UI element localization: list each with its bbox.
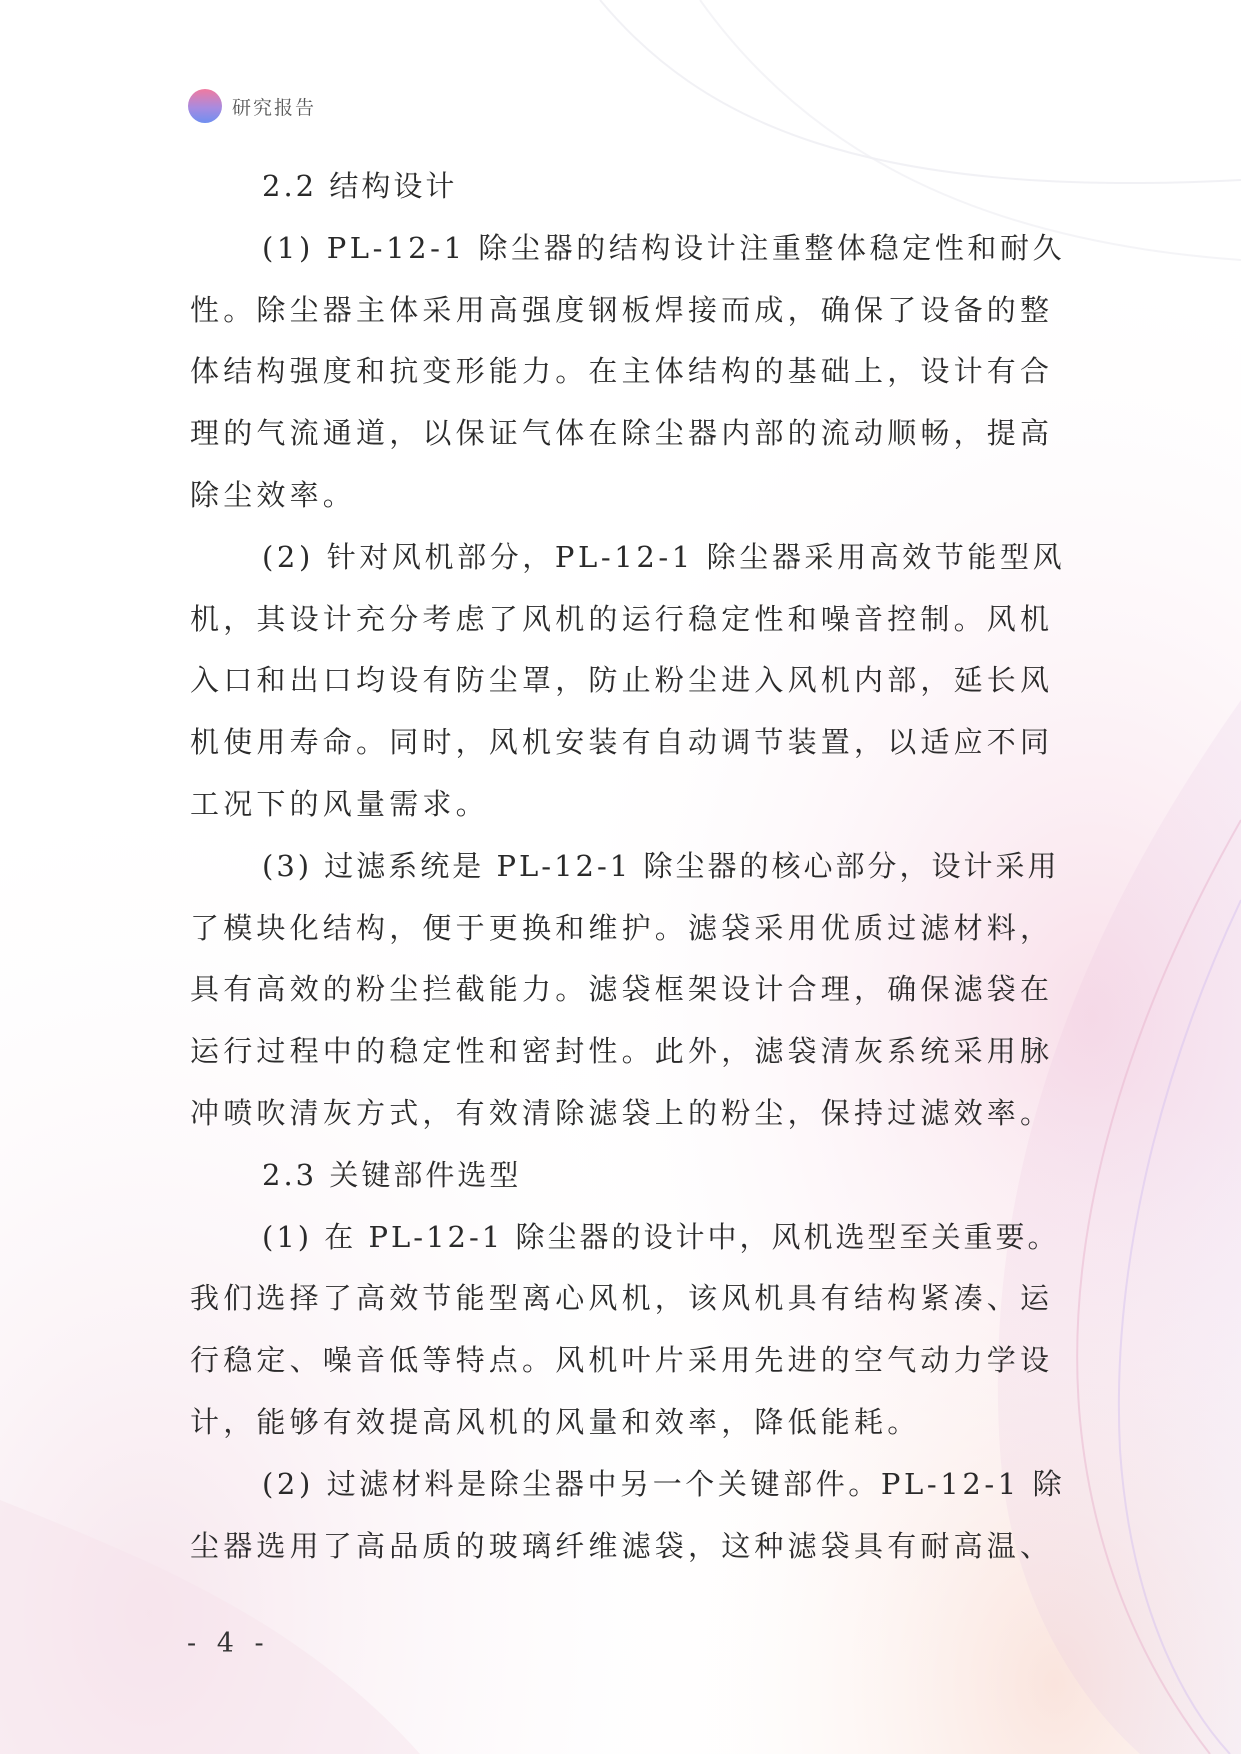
text-line: 体结构强度和抗变形能力。在主体结构的基础上，设计有合: [190, 354, 1054, 389]
text-line: 尘器选用了高品质的玻璃纤维滤袋，这种滤袋具有耐高温、: [190, 1528, 1054, 1563]
text-line: 机，其设计充分考虑了风机的运行稳定性和噪音控制。风机: [190, 601, 1054, 636]
text-line: 除尘效率。: [190, 477, 357, 512]
header-title: 研究报告: [232, 96, 317, 119]
text-line: 运行过程中的稳定性和密封性。此外，滤袋清灰系统采用脉: [190, 1034, 1054, 1069]
text-line: (1) 在 PL-12-1 除尘器的设计中，风机选型至关重要。: [262, 1219, 1060, 1254]
text-line: 机使用寿命。同时，风机安装有自动调节装置，以适应不同: [190, 725, 1054, 760]
page-number: - 4 -: [187, 1628, 270, 1659]
text-line: 性。除尘器主体采用高强度钢板焊接而成，确保了设备的整: [190, 292, 1054, 327]
document-body: [190, 156, 1066, 1577]
text-line: 具有高效的粉尘拦截能力。滤袋框架设计合理，确保滤袋在: [190, 972, 1054, 1007]
section-heading: 2.2 结构设计: [262, 169, 458, 203]
report-header: [188, 88, 316, 124]
text-line: 理的气流通道，以保证气体在除尘器内部的流动顺畅，提高: [190, 416, 1054, 451]
text-line: (1) PL-12-1 除尘器的结构设计注重整体稳定性和耐久: [262, 230, 1066, 265]
logo-circle-icon: [188, 89, 222, 123]
text-line: 入口和出口均设有防尘罩，防止粉尘进入风机内部，延长风: [190, 663, 1054, 698]
text-line: (2) 过滤材料是除尘器中另一个关键部件。PL-12-1 除: [262, 1466, 1066, 1501]
section-heading: 2.3 关键部件选型: [262, 1157, 522, 1192]
text-line: 行稳定、噪音低等特点。风机叶片采用先进的空气动力学设: [190, 1343, 1054, 1378]
text-line: 计，能够有效提高风机的风量和效率，降低能耗。: [190, 1404, 921, 1439]
text-line: (2) 针对风机部分，PL-12-1 除尘器采用高效节能型风: [262, 539, 1066, 574]
text-line: 冲喷吹清灰方式，有效清除滤袋上的粉尘，保持过滤效率。: [190, 1095, 1054, 1130]
text-line: 我们选择了高效节能型离心风机，该风机具有结构紧凑、运: [190, 1281, 1054, 1316]
text-line: 了模块化结构，便于更换和维护。滤袋采用优质过滤材料，: [190, 910, 1054, 945]
text-line: 工况下的风量需求。: [190, 786, 489, 821]
text-line: (3) 过滤系统是 PL-12-1 除尘器的核心部分，设计采用: [262, 848, 1060, 883]
